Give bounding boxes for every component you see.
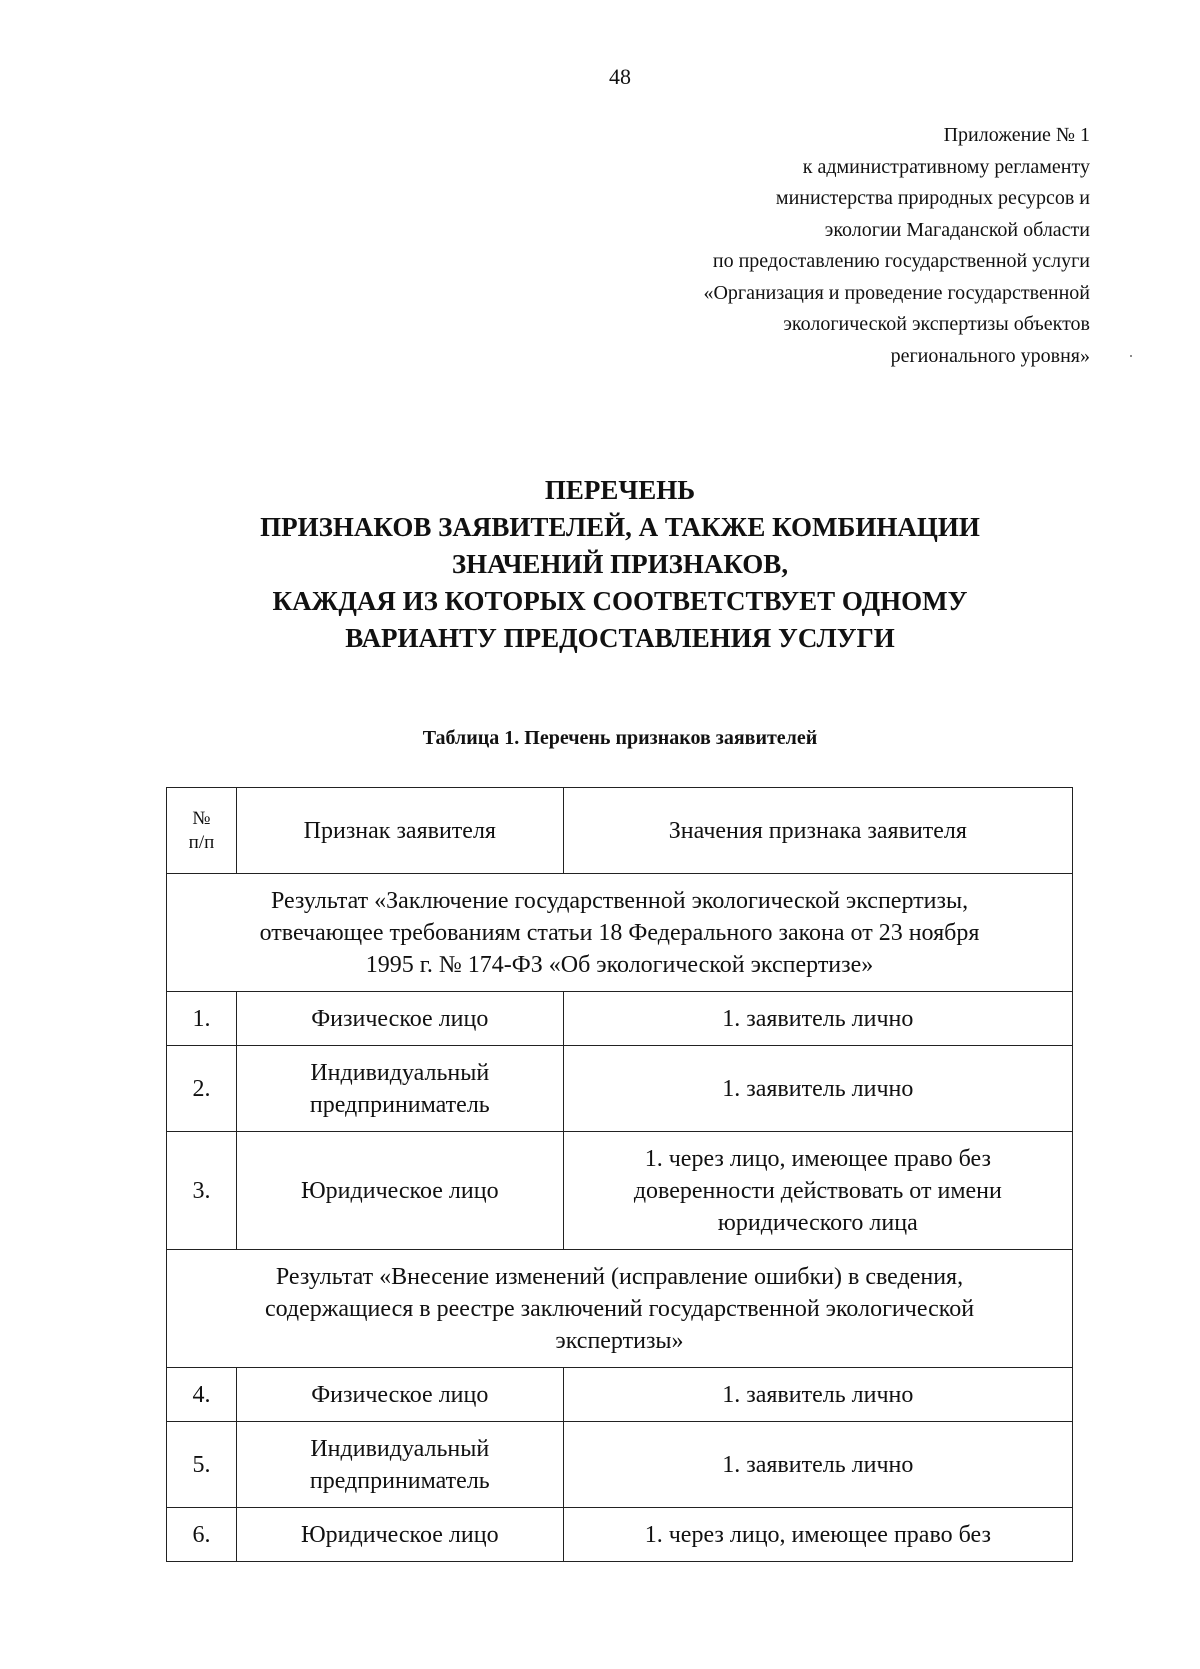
appendix-line: регионального уровня»: [890, 344, 1090, 367]
page-number: 48: [609, 64, 631, 89]
row-num: 5.: [167, 1422, 237, 1508]
value-line: юридического лица: [717, 1209, 918, 1236]
row-attribute: Юридическое лицо: [236, 1508, 563, 1562]
row-value: 1. заявитель лично: [563, 1046, 1072, 1132]
row-num: 1.: [167, 992, 237, 1046]
section-result-correction: [167, 1250, 1073, 1368]
title-line: ВАРИАНТУ ПРЕДОСТАВЛЕНИЯ УСЛУГИ: [345, 623, 895, 653]
row-value: 1. заявитель лично: [563, 1368, 1072, 1422]
row-num: 4.: [167, 1368, 237, 1422]
section-line: содержащиеся в реестре заключений государственной экологической: [264, 1295, 975, 1322]
section-line: Результат «Внесение изменений (исправление ошибки) в сведения,: [275, 1263, 964, 1290]
header-num-line1: №: [192, 807, 211, 829]
attr-line: предприниматель: [309, 1467, 490, 1494]
header-num: [167, 788, 237, 874]
row-num: 2.: [167, 1046, 237, 1132]
header-num-line2: п/п: [188, 831, 215, 853]
section-row: [167, 874, 1073, 992]
row-attribute: [236, 1046, 563, 1132]
section-line: Результат «Заключение государственной экологической экспертизы,: [270, 887, 969, 914]
section-line: отвечающее требованиям статьи 18 Федерального закона от 23 ноября: [259, 919, 980, 946]
row-attribute: Физическое лицо: [236, 992, 563, 1046]
title-line: ПРИЗНАКОВ ЗАЯВИТЕЛЕЙ, А ТАКЖЕ КОМБИНАЦИИ: [260, 512, 980, 542]
row-value: [563, 1132, 1072, 1250]
section-result-conclusion: [167, 874, 1073, 992]
row-num: 6.: [167, 1508, 237, 1562]
row-attribute: Юридическое лицо: [236, 1132, 563, 1250]
attr-line: предприниматель: [309, 1091, 490, 1118]
header-attribute: Признак заявителя: [236, 788, 563, 874]
section-line: экспертизы»: [555, 1327, 684, 1354]
appendix-line: министерства природных ресурсов и: [775, 187, 1090, 209]
table-row: [167, 1132, 1073, 1250]
attr-line: Индивидуальный: [310, 1059, 490, 1086]
appendix-line: экологии Магаданской области: [824, 218, 1090, 241]
row-attribute: [236, 1422, 563, 1508]
row-attribute: Физическое лицо: [236, 1368, 563, 1422]
appendix-line: по предоставлению государственной услуги: [712, 250, 1090, 272]
row-value: 1. заявитель лично: [563, 1422, 1072, 1508]
attr-line: Индивидуальный: [310, 1435, 490, 1462]
document-title: [0, 472, 1200, 657]
value-line: доверенности действовать от имени: [633, 1177, 1002, 1204]
value-line: 1. через лицо, имеющее право без: [644, 1145, 991, 1172]
appendix-line: экологической экспертизы объектов: [783, 313, 1090, 335]
appendix-line: Приложение № 1: [943, 124, 1090, 146]
header-values: Значения признака заявителя: [563, 788, 1072, 874]
appendix-header: [490, 120, 1090, 372]
title-line: КАЖДАЯ ИЗ КОТОРЫХ СООТВЕТСТВУЕТ ОДНОМУ: [272, 586, 968, 616]
table-row: [167, 992, 1073, 1046]
appendix-line: к административному регламенту: [802, 155, 1090, 178]
table-row: [167, 1422, 1073, 1508]
row-value: 1. заявитель лично: [563, 992, 1072, 1046]
appendix-line: «Организация и проведение государственной: [703, 281, 1090, 304]
table-header-row: [167, 788, 1073, 874]
table-row: [167, 1368, 1073, 1422]
row-num: 3.: [167, 1132, 237, 1250]
applicant-attributes-table: [166, 787, 1073, 1562]
title-line: ПЕРЕЧЕНЬ: [544, 475, 696, 505]
table-row: [167, 1508, 1073, 1562]
table-caption: Таблица 1. Перечень признаков заявителей: [422, 727, 818, 749]
section-line: 1995 г. № 174-ФЗ «Об экологической экспертизе»: [365, 951, 874, 978]
scan-speck: [1130, 355, 1132, 357]
section-row: [167, 1250, 1073, 1368]
title-line: ЗНАЧЕНИЙ ПРИЗНАКОВ,: [451, 549, 789, 579]
row-value: 1. через лицо, имеющее право без: [563, 1508, 1072, 1562]
table-row: [167, 1046, 1073, 1132]
